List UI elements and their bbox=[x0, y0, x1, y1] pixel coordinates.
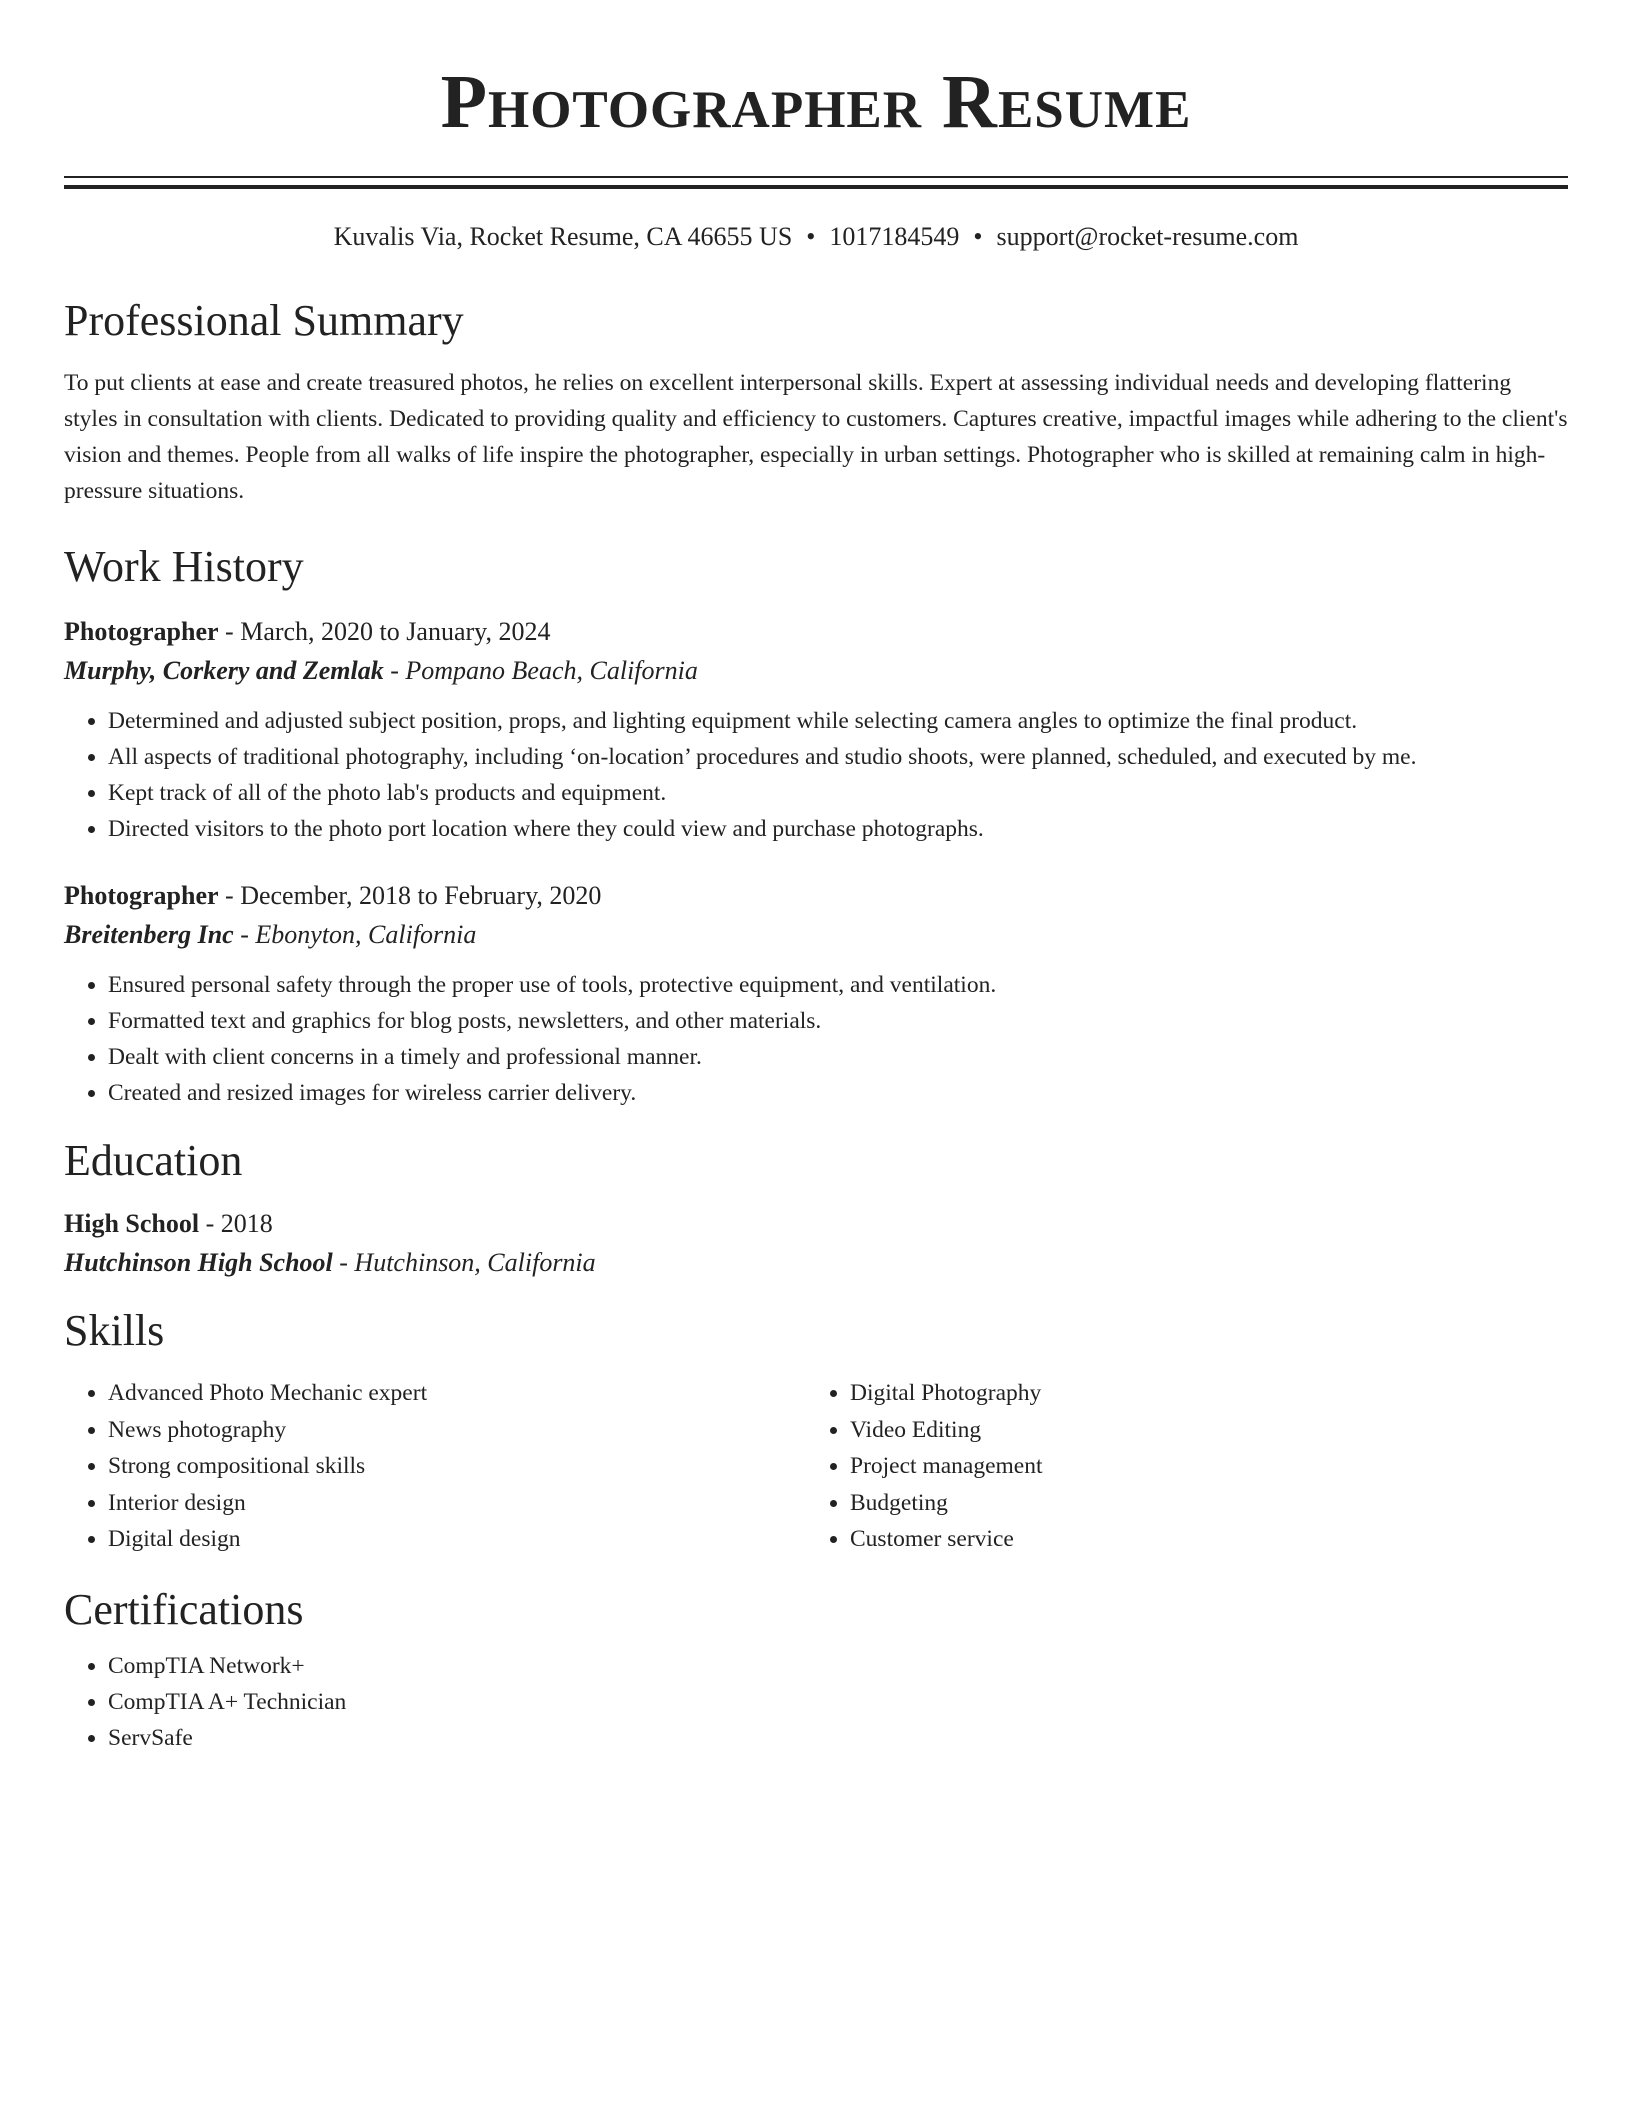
job-duty: • Kept track of all of the photo lab's products and equipment. bbox=[108, 775, 1568, 811]
title-divider-top bbox=[64, 176, 1568, 178]
resume-title: Photographer Resume bbox=[440, 60, 1192, 144]
skill-item: • Digital design bbox=[108, 1521, 806, 1558]
job-employer bbox=[64, 651, 1568, 691]
job-role: Photographer bbox=[64, 881, 219, 910]
education-school-line bbox=[64, 1243, 1568, 1283]
work-history-heading: Work History bbox=[64, 542, 304, 591]
skill-item: • Video Editing bbox=[850, 1412, 1548, 1449]
job-dates: - March, 2020 to January, 2024 bbox=[218, 617, 551, 646]
job-duty: • All aspects of traditional photography, including ‘on-location’ procedures and studio shoots, were planned, scheduled, and executed by me. bbox=[108, 739, 1568, 775]
job-duty: • Directed visitors to the photo port location where they could view and purchase photographs. bbox=[108, 811, 1568, 847]
job-dates: - December, 2018 to February, 2020 bbox=[218, 881, 602, 910]
certifications-heading: Certifications bbox=[64, 1584, 304, 1634]
job-duty: • Formatted text and graphics for blog posts, newsletters, and other materials. bbox=[108, 1003, 1568, 1039]
job-location: - Pompano Beach, California bbox=[383, 656, 698, 685]
education-entry bbox=[64, 1205, 1568, 1283]
job-duties-list bbox=[64, 703, 1568, 847]
job-company: Murphy, Corkery and Zemlak bbox=[64, 656, 384, 685]
skill-item: • Customer service bbox=[850, 1521, 1548, 1558]
education-school: Hutchinson High School bbox=[64, 1248, 333, 1277]
job-duty: • Dealt with client concerns in a timely and professional manner. bbox=[108, 1039, 1568, 1075]
job-duty: • Created and resized images for wireless carrier delivery. bbox=[108, 1075, 1568, 1111]
skills-list-left bbox=[64, 1375, 806, 1558]
education-year: - 2018 bbox=[199, 1209, 273, 1238]
contact-separator: • bbox=[973, 222, 983, 251]
skill-item: • Interior design bbox=[108, 1485, 806, 1522]
skill-item: • Strong compositional skills bbox=[108, 1448, 806, 1485]
job-employer bbox=[64, 915, 1568, 955]
skills-list-right bbox=[806, 1375, 1548, 1558]
skill-item: • Budgeting bbox=[850, 1485, 1548, 1522]
job-location: - Ebonyton, California bbox=[233, 920, 477, 949]
education-header bbox=[64, 1205, 1568, 1243]
skill-item: • Digital Photography bbox=[850, 1375, 1548, 1412]
summary-heading: Professional Summary bbox=[64, 296, 464, 345]
skill-item: • Advanced Photo Mechanic expert bbox=[108, 1375, 806, 1412]
contact-address: Kuvalis Via, Rocket Resume, CA 46655 US bbox=[333, 222, 793, 251]
education-degree: High School bbox=[64, 1209, 200, 1238]
job-entry bbox=[64, 613, 1568, 847]
skills-heading: Skills bbox=[64, 1306, 165, 1355]
certifications-list bbox=[64, 1648, 1568, 1756]
contact-separator: • bbox=[806, 222, 816, 251]
job-entry bbox=[64, 877, 1568, 1111]
title-divider-bottom bbox=[64, 185, 1568, 189]
job-duty: • Determined and adjusted subject position, props, and lighting equipment while selecting camera angles to optimize the final product. bbox=[108, 703, 1568, 739]
certification-item: • ServSafe bbox=[108, 1720, 1568, 1756]
job-duty: • Ensured personal safety through the proper use of tools, protective equipment, and ventilation. bbox=[108, 967, 1568, 1003]
skill-item: • Project management bbox=[850, 1448, 1548, 1485]
job-header bbox=[64, 613, 1568, 651]
skills-grid bbox=[64, 1375, 1568, 1558]
contact-line bbox=[64, 221, 1568, 253]
certification-item: • CompTIA Network+ bbox=[108, 1648, 1568, 1684]
job-duties-list bbox=[64, 967, 1568, 1111]
skill-item: • News photography bbox=[108, 1412, 806, 1449]
job-company: Breitenberg Inc bbox=[64, 920, 234, 949]
job-header bbox=[64, 877, 1568, 915]
education-heading: Education bbox=[64, 1136, 243, 1185]
contact-email: support@rocket-resume.com bbox=[996, 222, 1299, 251]
job-role: Photographer bbox=[64, 617, 219, 646]
summary-text: To put clients at ease and create treasured photos, he relies on excellent interpersonal skills. Expert at assessing individual needs and developing flattering styles in consultation with clients. Dedicated to providing quality and efficiency to customers. Captures creative, impactful images while adhering to the client's vision and themes. People from all walks of life inspire the photographer, especially in urban settings. Photographer who is skilled at remaining calm in high-pressure situations. bbox=[64, 370, 1568, 504]
certification-item: • CompTIA A+ Technician bbox=[108, 1684, 1568, 1720]
education-location: - Hutchinson, California bbox=[332, 1248, 596, 1277]
contact-phone: 1017184549 bbox=[829, 222, 960, 251]
